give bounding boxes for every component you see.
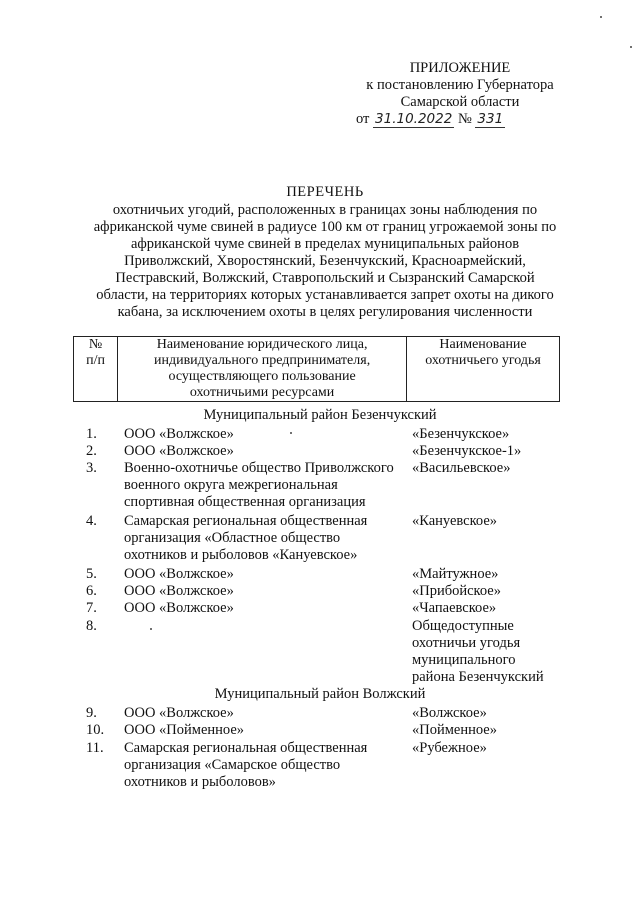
appendix-block: [340, 60, 580, 128]
number-prefix: №: [457, 111, 472, 127]
row-number: 10.: [86, 722, 105, 738]
row-hunting-ground: «Безенчукское»: [412, 426, 510, 442]
row-number: 11.: [86, 740, 104, 756]
table-header: [73, 336, 560, 402]
scan-speck: [290, 432, 292, 434]
row-hunting-ground: «Безенчукское-1»: [412, 443, 522, 459]
row-number: 6.: [86, 583, 97, 599]
row-number: 3.: [86, 460, 97, 476]
title-line: Пестравский, Волжский, Ставропольский и Сызранский Самарской: [115, 270, 535, 286]
header-hunting-ground: Наименование охотничьего угодья: [407, 337, 560, 402]
row-hunting-ground: «Рубежное»: [412, 740, 487, 756]
scan-speck: [600, 16, 602, 18]
appendix-heading: ПРИЛОЖЕНИЕ: [409, 60, 511, 76]
scan-speck: [630, 46, 632, 48]
row-number: 1.: [86, 426, 97, 442]
title-line: африканской чуме свиней в пределах муниципальных районов: [130, 236, 520, 252]
title-line: кабана, за исключением охоты в целях регулирования численности: [117, 304, 533, 320]
row-hunting-ground: «Чапаевское»: [412, 600, 497, 616]
row-number: 8.: [86, 618, 97, 634]
row-hunting-ground: «Кануевское»: [412, 513, 498, 529]
scan-speck: [150, 628, 152, 630]
row-number: 4.: [86, 513, 97, 529]
handwritten-date: 31.10.2022: [375, 111, 453, 127]
date-prefix: от: [356, 111, 370, 127]
row-organization: ООО «Волжское»: [124, 426, 234, 442]
title-line: области, на территориях которых устанавливается запрет охоты на дикого: [96, 287, 554, 303]
row-organization: Военно-охотничье общество Приволжского военного округа межрегиональная спортивная общественная организация: [124, 460, 394, 510]
row-organization: ООО «Волжское»: [124, 566, 234, 582]
title-line: африканской чуме свиней в радиусе 100 км от границ угрожаемой зоны по: [93, 219, 557, 235]
header-organization: Наименование юридического лица, индивидуального предпринимателя, осуществляющего пользование охотничьими ресурсами: [118, 337, 407, 402]
title-line: Приволжский, Хворостянский, Безенчукский, Красноармейский,: [124, 253, 526, 269]
row-organization: ООО «Волжское»: [124, 705, 234, 721]
row-organization: Самарская региональная общественная организация «Областное общество охотников и рыболовов «Кануевское»: [124, 513, 368, 563]
document-title: [60, 184, 590, 321]
row-hunting-ground: Общедоступные охотничьи угодья муниципального района Безенчукский: [412, 618, 544, 685]
title-line: охотничьих угодий, расположенных в границах зоны наблюдения по: [112, 202, 538, 218]
row-hunting-ground: «Волжское»: [412, 705, 487, 721]
header-number: № п/п: [74, 337, 118, 402]
district-heading: Муниципальный район Волжский: [214, 686, 426, 702]
row-organization: ООО «Волжское»: [124, 443, 234, 459]
row-hunting-ground: «Пойменное»: [412, 722, 497, 738]
row-number: 5.: [86, 566, 97, 582]
row-organization: Самарская региональная общественная организация «Самарское общество охотников и рыболовов»: [124, 740, 368, 790]
title-heading: ПЕРЕЧЕНЬ: [286, 184, 364, 200]
row-number: 9.: [86, 705, 97, 721]
appendix-date-line: [340, 111, 580, 128]
district-heading: Муниципальный район Безенчукский: [203, 407, 437, 423]
row-hunting-ground: «Майтужное»: [412, 566, 499, 582]
handwritten-number: 331: [477, 111, 504, 127]
row-number: 2.: [86, 443, 97, 459]
appendix-line-2: к постановлению Губернатора: [366, 77, 554, 93]
row-organization: ООО «Волжское»: [124, 600, 234, 616]
row-number: 7.: [86, 600, 97, 616]
row-organization: ООО «Пойменное»: [124, 722, 245, 738]
appendix-line-3: Самарской области: [400, 94, 520, 110]
row-organization: ООО «Волжское»: [124, 583, 234, 599]
row-hunting-ground: «Прибойское»: [412, 583, 501, 599]
row-hunting-ground: «Васильевское»: [412, 460, 511, 476]
